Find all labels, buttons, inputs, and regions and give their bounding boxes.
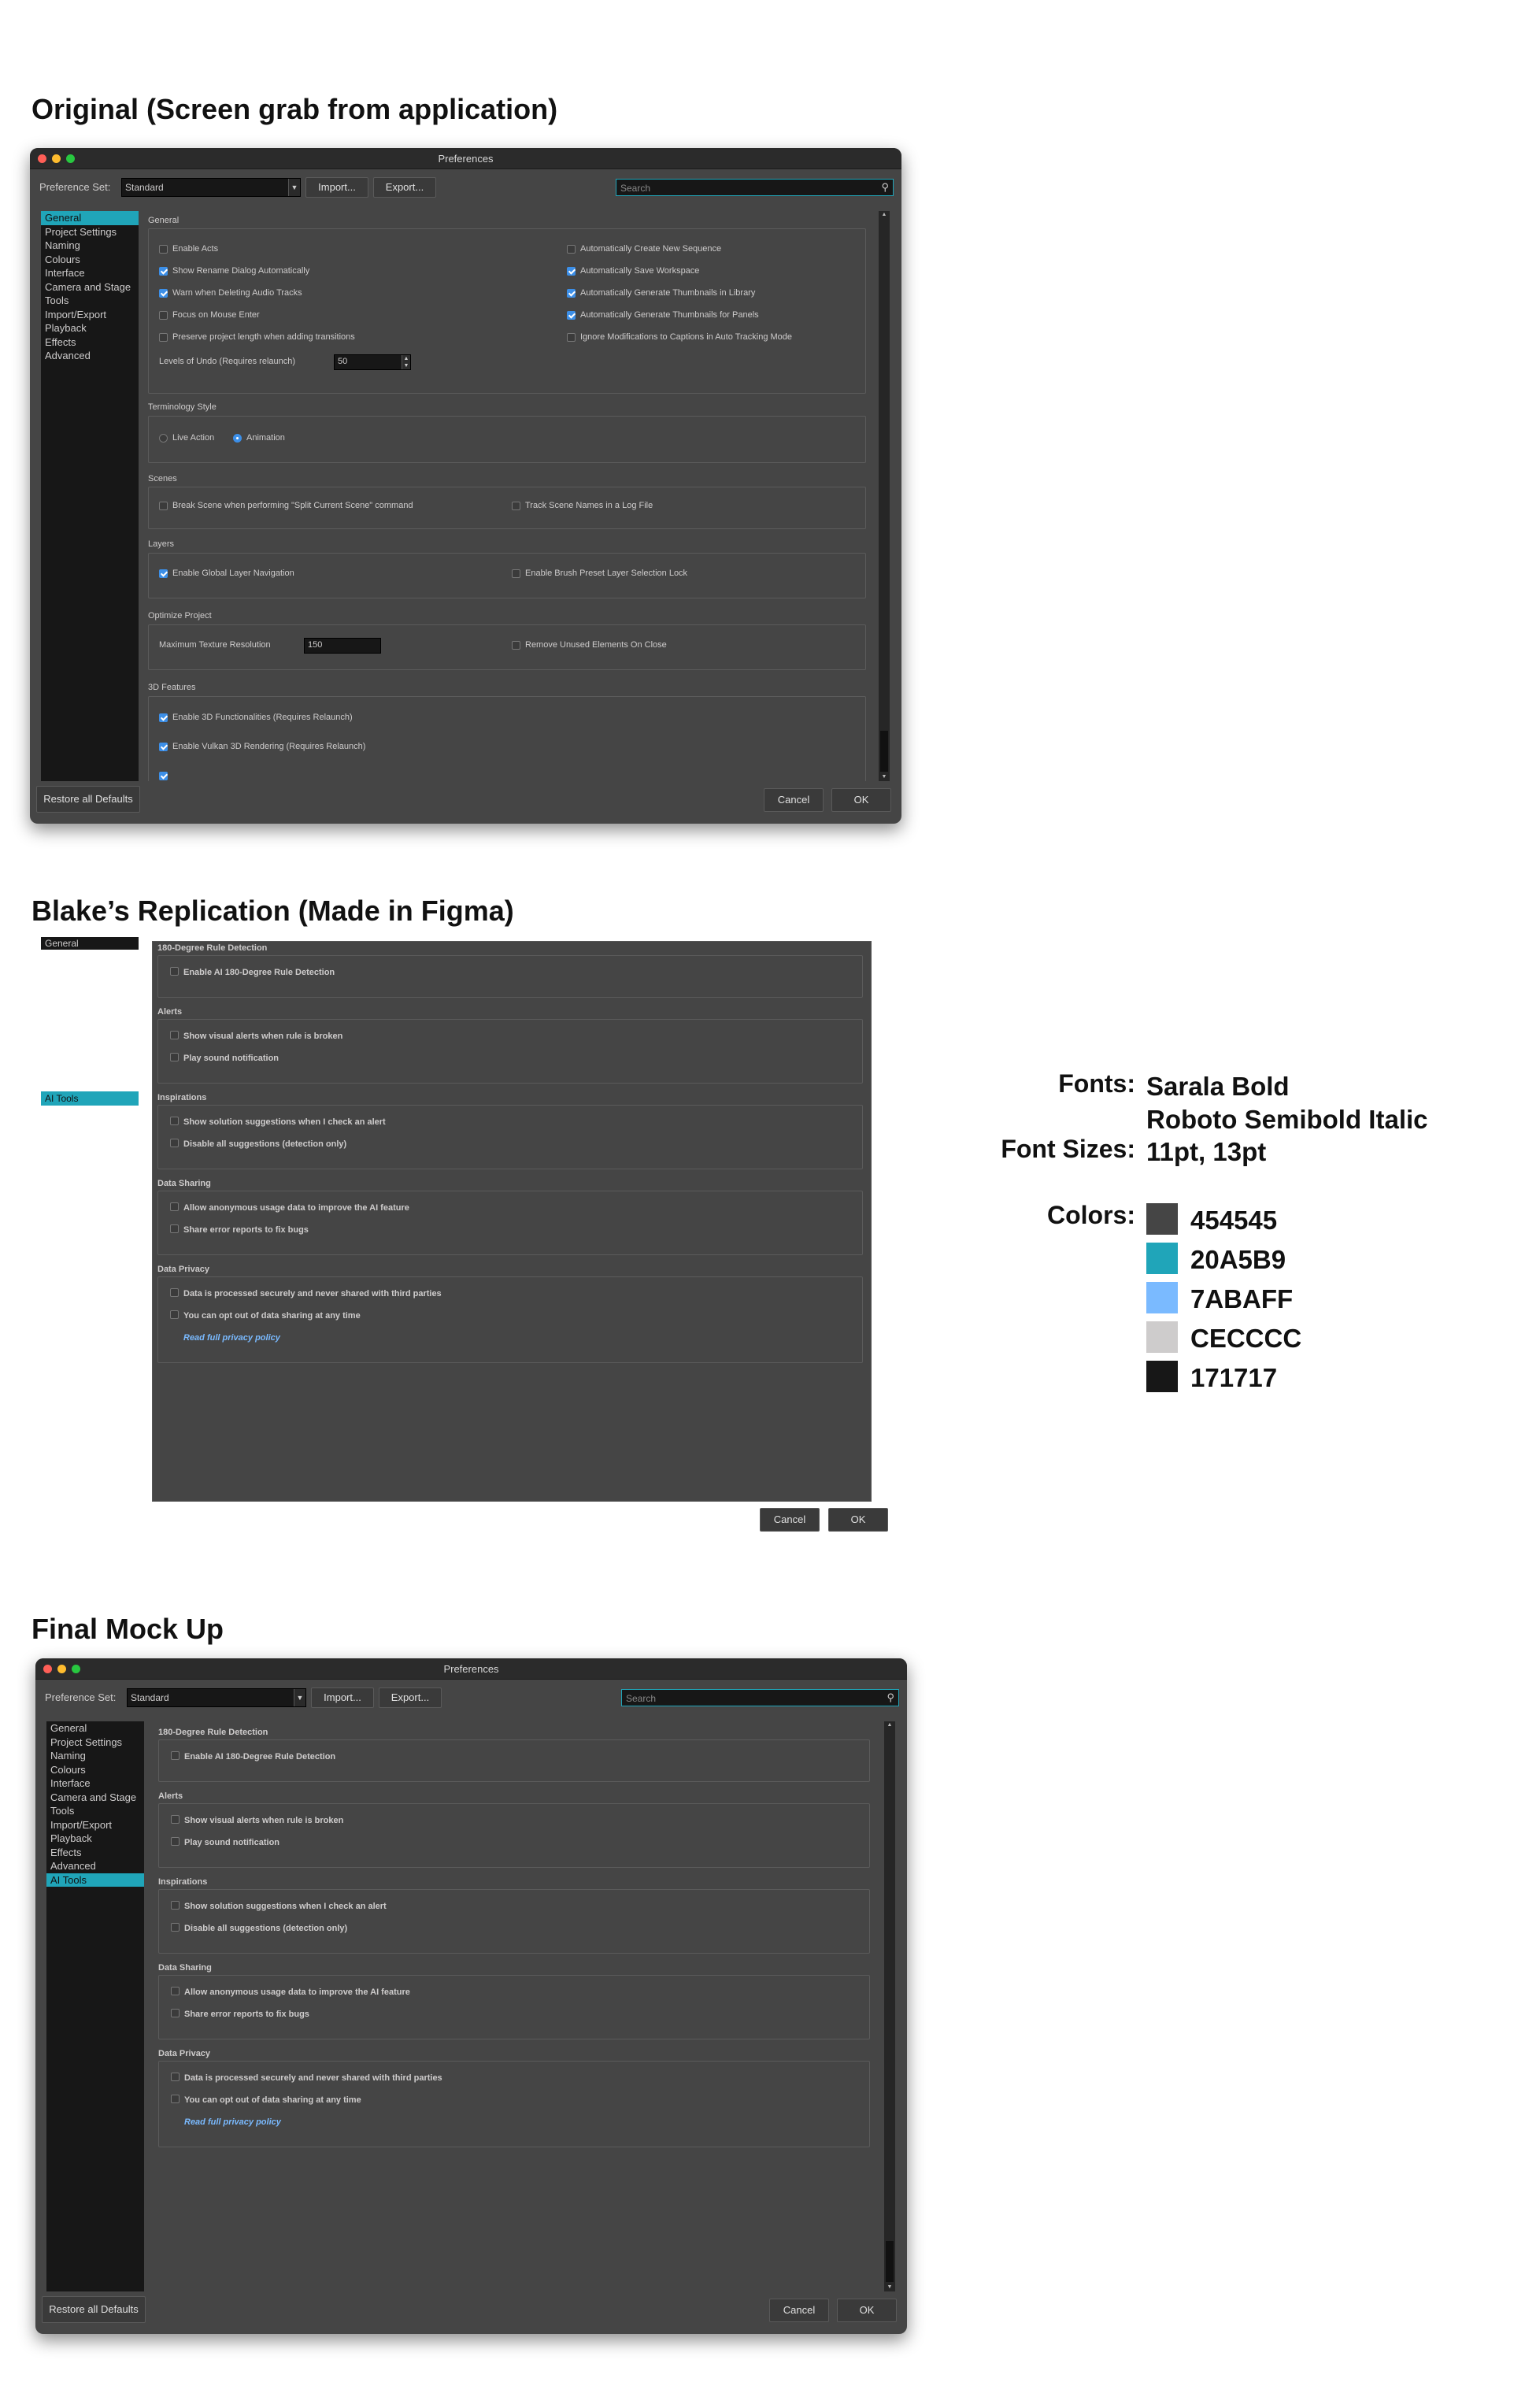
scroll-down-icon[interactable]: ▼ bbox=[881, 774, 887, 780]
sidebar-item-general[interactable]: General bbox=[41, 211, 139, 225]
checkbox-general-right-3[interactable] bbox=[567, 311, 576, 320]
checkbox-general-left-1-label: Show Rename Dialog Automatically bbox=[172, 266, 310, 276]
color-swatch-3 bbox=[1146, 1321, 1178, 1353]
undo-levels-label: Levels of Undo (Requires relaunch) bbox=[159, 357, 296, 366]
fonts-label: Fonts: bbox=[1058, 1069, 1135, 1098]
color-swatch-4 bbox=[1146, 1361, 1178, 1392]
checkbox-brush-preset-lock-label: Enable Brush Preset Layer Selection Lock bbox=[525, 569, 688, 578]
replication-cancel-button[interactable]: Cancel bbox=[760, 1508, 820, 1532]
sidebar-item-advanced[interactable]: Advanced bbox=[45, 350, 91, 361]
section-title-3d: 3D Features bbox=[148, 683, 196, 692]
ai-checkbox-3-1[interactable] bbox=[171, 2009, 180, 2017]
ai-section-title-1: Alerts bbox=[158, 1791, 183, 1801]
ai-checkbox-1-1-label: Play sound notification bbox=[183, 1054, 279, 1063]
ai-checkbox-4-1-label: You can opt out of data sharing at any time bbox=[184, 2095, 361, 2105]
font-sizes-value: 11pt, 13pt bbox=[1146, 1137, 1267, 1166]
checkbox-general-right-4[interactable] bbox=[567, 333, 576, 342]
checkbox-general-right-4-label: Ignore Modifications to Captions in Auto Tracking Mode bbox=[580, 332, 793, 342]
ai-checkbox-4-1-label: You can opt out of data sharing at any time bbox=[183, 1311, 361, 1321]
scrollbar[interactable] bbox=[884, 1721, 895, 2291]
category-sidebar bbox=[41, 211, 139, 781]
ai-checkbox-2-0[interactable] bbox=[170, 1117, 179, 1125]
checkbox-break-scene-label: Break Scene when performing "Split Current Scene" command bbox=[172, 501, 413, 510]
ai-checkbox-1-0-label: Show visual alerts when rule is broken bbox=[183, 1032, 343, 1041]
radio-animation-label: Animation bbox=[246, 433, 285, 443]
section-title-layers: Layers bbox=[148, 539, 175, 549]
ai-checkbox-2-1-label: Disable all suggestions (detection only) bbox=[184, 1924, 348, 1933]
color-hex-label-0: 454545 bbox=[1190, 1206, 1278, 1235]
replication-sidebar-general[interactable] bbox=[41, 937, 139, 950]
preference-set-label: Preference Set: bbox=[45, 1691, 117, 1703]
scroll-thumb[interactable] bbox=[880, 731, 888, 772]
checkbox-general-left-2[interactable] bbox=[159, 289, 168, 298]
checkbox-general-right-1[interactable] bbox=[567, 267, 576, 276]
ai-section-group-2 bbox=[158, 1889, 870, 1954]
ai-checkbox-2-0[interactable] bbox=[171, 1901, 180, 1910]
heading-final: Final Mock Up bbox=[31, 1613, 224, 1645]
section-title-scenes: Scenes bbox=[148, 474, 177, 483]
scroll-thumb[interactable] bbox=[886, 2241, 894, 2282]
checkbox-brush-preset-lock[interactable] bbox=[512, 569, 520, 578]
replication-sidebar-general-label: General bbox=[45, 938, 79, 949]
ai-checkbox-1-0[interactable] bbox=[171, 1815, 180, 1824]
scroll-down-icon[interactable]: ▼ bbox=[887, 2284, 893, 2290]
checkbox-track-scene-names-label: Track Scene Names in a Log File bbox=[525, 501, 653, 510]
checkbox-enable-3d[interactable] bbox=[159, 713, 168, 722]
checkbox-enable-3d-label: Enable 3D Functionalities (Requires Relaunch) bbox=[172, 713, 353, 722]
ai-section-group-2 bbox=[157, 1105, 863, 1169]
scroll-up-icon[interactable]: ▲ bbox=[887, 1722, 893, 1728]
checkbox-general-right-0[interactable] bbox=[567, 245, 576, 254]
preference-set-value: Standard bbox=[131, 1692, 169, 1703]
ai-checkbox-3-0[interactable] bbox=[171, 1987, 180, 1995]
sidebar-item-tools[interactable]: Tools bbox=[45, 295, 69, 306]
ai-section-group-1 bbox=[158, 1803, 870, 1868]
checkbox-track-scene-names[interactable] bbox=[512, 502, 520, 510]
ai-section-title-3: Data Sharing bbox=[157, 1179, 211, 1188]
font-1: Sarala Bold bbox=[1146, 1072, 1290, 1101]
sidebar-item-advanced[interactable]: Advanced bbox=[50, 1860, 96, 1872]
checkbox-general-right-2-label: Automatically Generate Thumbnails in Library bbox=[580, 288, 756, 298]
scrollbar[interactable] bbox=[879, 211, 890, 781]
heading-replication: Blake’s Replication (Made in Figma) bbox=[31, 895, 514, 927]
privacy-policy-link[interactable]: Read full privacy policy bbox=[184, 2117, 281, 2127]
window-title: Preferences bbox=[438, 153, 494, 165]
sidebar-item-general[interactable]: General bbox=[50, 1722, 87, 1734]
search-placeholder: Search bbox=[620, 183, 651, 194]
ai-checkbox-0-0-label: Enable AI 180-Degree Rule Detection bbox=[183, 968, 335, 977]
sidebar-item-colours[interactable]: Colours bbox=[45, 253, 80, 265]
sidebar-item-naming[interactable]: Naming bbox=[50, 1750, 86, 1762]
sidebar-item-camera-and-stage[interactable]: Camera and Stage bbox=[45, 280, 131, 293]
ai-checkbox-1-1-label: Play sound notification bbox=[184, 1838, 280, 1847]
color-swatch-2 bbox=[1146, 1282, 1178, 1313]
sidebar-item-interface[interactable]: Interface bbox=[45, 267, 85, 279]
ai-checkbox-4-1[interactable] bbox=[171, 2095, 180, 2103]
ok-button[interactable]: OK bbox=[837, 2299, 897, 2322]
ok-button[interactable]: OK bbox=[831, 788, 891, 812]
color-hex-label-4: 171717 bbox=[1190, 1363, 1278, 1392]
undo-levels-input[interactable] bbox=[334, 354, 411, 370]
ai-checkbox-1-0[interactable] bbox=[170, 1031, 179, 1039]
checkbox-remove-unused[interactable] bbox=[512, 641, 520, 650]
sidebar-item-naming[interactable]: Naming bbox=[45, 239, 80, 251]
checkbox-general-left-3[interactable] bbox=[159, 311, 168, 320]
chevron-down-icon: ▼ bbox=[294, 1689, 305, 1706]
colors-label: Colors: bbox=[1047, 1201, 1135, 1229]
ai-section-title-4: Data Privacy bbox=[157, 1265, 210, 1274]
stepper-icon[interactable]: ▲ ▼ bbox=[402, 355, 410, 369]
ai-checkbox-2-1[interactable] bbox=[171, 1923, 180, 1932]
restore-defaults-button[interactable]: Restore all Defaults bbox=[42, 2296, 146, 2323]
ai-checkbox-3-1-label: Share error reports to fix bugs bbox=[184, 2010, 309, 2019]
ai-checkbox-4-0-label: Data is processed securely and never shared with third parties bbox=[183, 1289, 442, 1298]
sidebar-item-playback[interactable]: Playback bbox=[45, 322, 87, 334]
ai-section-title-0: 180-Degree Rule Detection bbox=[157, 943, 268, 953]
ai-section-group-1 bbox=[157, 1019, 863, 1084]
scroll-up-icon[interactable]: ▲ bbox=[881, 212, 887, 217]
ai-checkbox-0-0[interactable] bbox=[170, 967, 179, 976]
ai-checkbox-3-1[interactable] bbox=[170, 1224, 179, 1233]
sidebar-item-tools[interactable]: Tools bbox=[50, 1805, 75, 1817]
sidebar-item-camera-and-stage[interactable]: Camera and Stage bbox=[50, 1791, 137, 1803]
ai-section-title-2: Inspirations bbox=[158, 1877, 208, 1887]
ai-section-group-3 bbox=[158, 1975, 870, 2039]
checkbox-general-right-2[interactable] bbox=[567, 289, 576, 298]
title-bar bbox=[35, 1658, 907, 1680]
font-2: Roboto Semibold Italic bbox=[1146, 1105, 1428, 1134]
replication-sidebar-ai-label: AI Tools bbox=[45, 1093, 79, 1104]
sidebar-item-effects[interactable]: Effects bbox=[50, 1846, 82, 1858]
checkbox-cut-off[interactable] bbox=[159, 772, 168, 780]
sidebar-item-effects[interactable]: Effects bbox=[45, 335, 76, 348]
ai-section-title-0: 180-Degree Rule Detection bbox=[158, 1728, 268, 1737]
chevron-down-icon: ▼ bbox=[288, 179, 300, 196]
texture-resolution-input[interactable] bbox=[304, 638, 381, 654]
cancel-button[interactable]: Cancel bbox=[769, 2299, 829, 2322]
color-hex-label-1: 20A5B9 bbox=[1190, 1245, 1286, 1274]
radio-live-action-label: Live Action bbox=[172, 433, 215, 443]
ai-section-group-3 bbox=[157, 1191, 863, 1255]
ai-section-title-2: Inspirations bbox=[157, 1093, 207, 1102]
sidebar-item-project-settings[interactable]: Project Settings bbox=[50, 1736, 123, 1748]
checkbox-vulkan[interactable] bbox=[159, 743, 168, 751]
radio-animation[interactable] bbox=[233, 434, 242, 443]
checkbox-general-right-1-label: Automatically Save Workspace bbox=[580, 266, 700, 276]
ai-checkbox-3-0-label: Allow anonymous usage data to improve the AI feature bbox=[184, 1988, 410, 1997]
import-button[interactable]: Import... bbox=[311, 1687, 374, 1708]
section-title-optimize: Optimize Project bbox=[148, 611, 212, 621]
window-title: Preferences bbox=[443, 1663, 499, 1675]
checkbox-general-left-4[interactable] bbox=[159, 333, 168, 342]
ai-checkbox-4-0[interactable] bbox=[170, 1288, 179, 1297]
sidebar-item-ai-tools[interactable]: AI Tools bbox=[46, 1873, 144, 1888]
radio-live-action[interactable] bbox=[159, 434, 168, 443]
search-icon: ⚲ bbox=[887, 1691, 894, 1703]
ai-tools-content bbox=[154, 1721, 878, 2291]
checkbox-general-left-0[interactable] bbox=[159, 245, 168, 254]
replication-ok-button[interactable]: OK bbox=[828, 1508, 888, 1532]
ai-checkbox-1-0-label: Show visual alerts when rule is broken bbox=[184, 1816, 344, 1825]
ai-checkbox-4-0-label: Data is processed securely and never shared with third parties bbox=[184, 2073, 442, 2083]
import-button[interactable]: Import... bbox=[305, 177, 368, 198]
preferences-content bbox=[148, 211, 888, 781]
section-title-terminology: Terminology Style bbox=[148, 402, 217, 412]
undo-levels-value: 50 bbox=[338, 357, 348, 366]
original-preferences-window bbox=[30, 148, 901, 824]
color-hex-label-2: 7ABAFF bbox=[1190, 1284, 1294, 1313]
export-button[interactable]: Export... bbox=[373, 177, 436, 198]
checkbox-break-scene[interactable] bbox=[159, 502, 168, 510]
sidebar-item-import-export[interactable]: Import/Export bbox=[45, 308, 107, 320]
ai-checkbox-4-0[interactable] bbox=[171, 2073, 180, 2081]
texture-resolution-label: Maximum Texture Resolution bbox=[159, 640, 271, 650]
color-hex-label-3: CECCCC bbox=[1190, 1324, 1302, 1353]
ai-checkbox-3-0[interactable] bbox=[170, 1202, 179, 1211]
export-button[interactable]: Export... bbox=[379, 1687, 442, 1708]
preference-set-select[interactable] bbox=[127, 1688, 306, 1707]
ai-section-title-3: Data Sharing bbox=[158, 1963, 212, 1973]
checkbox-general-left-3-label: Focus on Mouse Enter bbox=[172, 310, 260, 320]
replication-content-panel bbox=[152, 941, 872, 1502]
ai-section-title-4: Data Privacy bbox=[158, 2049, 211, 2058]
font-sizes-label: Font Sizes: bbox=[1001, 1135, 1135, 1163]
search-icon: ⚲ bbox=[881, 181, 889, 193]
heading-original: Original (Screen grab from application) bbox=[31, 93, 558, 125]
ai-checkbox-0-0[interactable] bbox=[171, 1751, 180, 1760]
search-input[interactable] bbox=[616, 179, 894, 196]
ai-checkbox-2-0-label: Show solution suggestions when I check an alert bbox=[183, 1117, 386, 1127]
preference-set-value: Standard bbox=[125, 182, 164, 193]
sidebar-item-import-export[interactable]: Import/Export bbox=[50, 1818, 113, 1831]
checkbox-general-right-0-label: Automatically Create New Sequence bbox=[580, 244, 722, 254]
preference-set-select[interactable] bbox=[121, 178, 301, 197]
color-swatch-1 bbox=[1146, 1243, 1178, 1274]
checkbox-general-left-2-label: Warn when Deleting Audio Tracks bbox=[172, 288, 302, 298]
texture-resolution-value: 150 bbox=[308, 640, 323, 650]
ai-section-title-1: Alerts bbox=[157, 1007, 183, 1017]
checkbox-remove-unused-label: Remove Unused Elements On Close bbox=[525, 640, 667, 650]
checkbox-general-left-4-label: Preserve project length when adding transitions bbox=[172, 332, 355, 342]
final-preferences-window bbox=[35, 1658, 907, 2334]
checkbox-general-right-3-label: Automatically Generate Thumbnails for Panels bbox=[580, 310, 759, 320]
sidebar-item-interface[interactable]: Interface bbox=[50, 1777, 91, 1789]
checkbox-general-left-1[interactable] bbox=[159, 267, 168, 276]
search-placeholder: Search bbox=[626, 1693, 657, 1704]
search-input[interactable] bbox=[621, 1689, 899, 1706]
ai-checkbox-1-1[interactable] bbox=[171, 1837, 180, 1846]
ai-checkbox-3-0-label: Allow anonymous usage data to improve the AI feature bbox=[183, 1203, 409, 1213]
ai-checkbox-1-1[interactable] bbox=[170, 1053, 179, 1061]
checkbox-vulkan-label: Enable Vulkan 3D Rendering (Requires Relaunch) bbox=[172, 742, 366, 751]
replication-sidebar-ai-tools[interactable] bbox=[41, 1091, 139, 1106]
cancel-button[interactable]: Cancel bbox=[764, 788, 824, 812]
sidebar-item-project-settings[interactable]: Project Settings bbox=[45, 225, 117, 238]
ai-checkbox-0-0-label: Enable AI 180-Degree Rule Detection bbox=[184, 1752, 336, 1762]
category-sidebar bbox=[46, 1721, 144, 2291]
toolbar bbox=[30, 169, 901, 206]
color-swatch-0 bbox=[1146, 1203, 1178, 1235]
sidebar-item-playback[interactable]: Playback bbox=[50, 1832, 92, 1844]
toolbar bbox=[35, 1680, 907, 1716]
privacy-policy-link[interactable]: Read full privacy policy bbox=[183, 1333, 280, 1343]
title-bar bbox=[30, 148, 901, 169]
restore-defaults-button[interactable]: Restore all Defaults bbox=[36, 786, 140, 813]
section-title-general: General bbox=[148, 216, 180, 225]
ai-checkbox-2-1[interactable] bbox=[170, 1139, 179, 1147]
ai-checkbox-4-1[interactable] bbox=[170, 1310, 179, 1319]
ai-checkbox-2-0-label: Show solution suggestions when I check an alert bbox=[184, 1902, 387, 1911]
checkbox-global-layer-navigation-label: Enable Global Layer Navigation bbox=[172, 569, 294, 578]
sidebar-item-colours[interactable]: Colours bbox=[50, 1763, 86, 1776]
checkbox-global-layer-navigation[interactable] bbox=[159, 569, 168, 578]
checkbox-general-left-0-label: Enable Acts bbox=[172, 244, 219, 254]
preference-set-label: Preference Set: bbox=[39, 181, 111, 193]
features3d-group bbox=[148, 696, 866, 781]
ai-checkbox-3-1-label: Share error reports to fix bugs bbox=[183, 1225, 309, 1235]
ai-checkbox-2-1-label: Disable all suggestions (detection only) bbox=[183, 1139, 347, 1149]
